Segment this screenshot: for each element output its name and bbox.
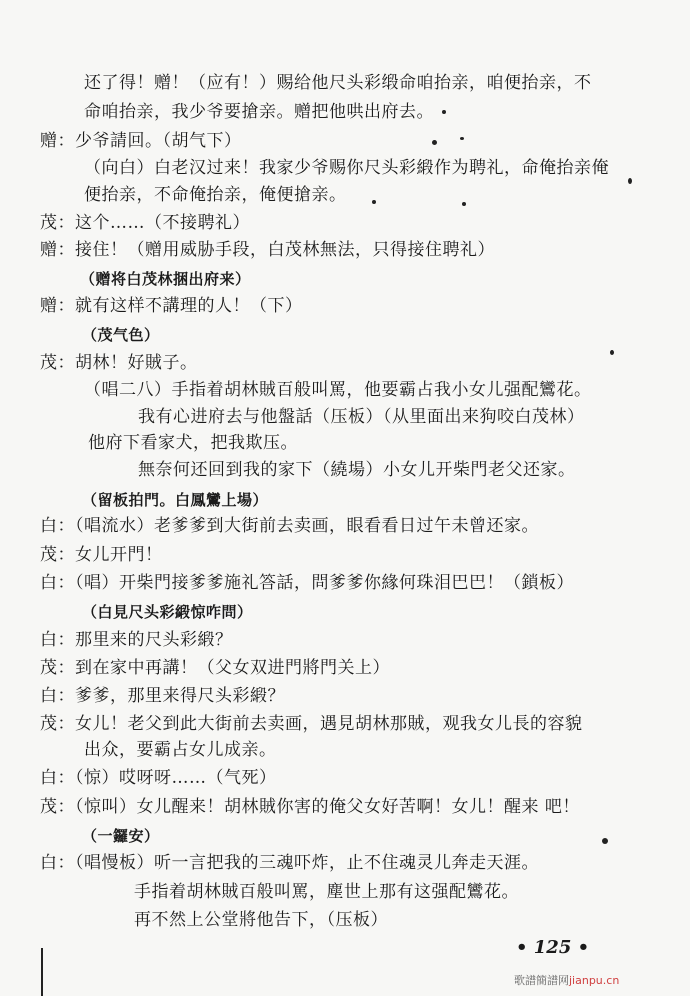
stage-direction: （茂气色） <box>82 326 160 344</box>
text-line: 他府下看家犬，把我欺压。 <box>88 433 298 453</box>
scan-speck <box>462 202 466 206</box>
scan-speck <box>460 137 464 140</box>
text-line: 白：（唱流水）老爹爹到大街前去卖画，眼看看日过午未曾还家。 <box>40 516 539 536</box>
text-line: 白：爹爹，那里来得尺头彩緞？ <box>40 686 285 706</box>
text-line: 手指着胡林賊百般叫罵，塵世上那有这强配鸞花。 <box>134 882 519 902</box>
page-number: • 125 • <box>516 937 590 958</box>
stage-direction: （留板拍門。白鳳鸞上場） <box>82 491 269 509</box>
text-line: 茂：胡林！好賊子。 <box>40 353 198 373</box>
text-line: （向白）白老汉过来！我家少爷赐你尺头彩緞作为聘礼，命俺抬亲俺 <box>84 158 609 178</box>
watermark-text: 歌譜簡譜网 <box>514 974 569 987</box>
text-line: 命咱抬亲，我少爷要搶亲。赠把他哄出府去。 <box>84 102 434 122</box>
watermark-url: jianpu.cn <box>569 974 620 987</box>
text-line: 便抬亲，不命俺抬亲，俺便搶亲。 <box>84 185 347 205</box>
text-line: 茂：女儿开門！ <box>40 545 163 565</box>
scan-speck <box>610 350 614 355</box>
text-line: 白：（唱）开柴門接爹爹施礼答話，問爹爹你緣何珠泪巴巴！（鎖板） <box>40 573 574 593</box>
text-line: 茂：到在家中再講！（父女双进門將門关上） <box>40 658 390 678</box>
text-line: 白：（惊）哎呀呀……（气死） <box>40 768 277 788</box>
scan-speck <box>602 838 608 844</box>
scan-speck <box>628 178 632 184</box>
scan-speck <box>442 110 446 114</box>
binding-edge <box>41 948 43 996</box>
stage-direction: （赠将白茂林捆出府来） <box>80 270 251 288</box>
text-line: （唱二八）手指着胡林賊百般叫罵，他要霸占我小女儿强配鸞花。 <box>84 380 592 400</box>
text-line: 茂：女儿！老父到此大街前去卖画，遇見胡林那賊，观我女儿長的容貌 <box>40 714 583 734</box>
text-line: 我有心进府去与他盤話（压板）（从里面出来狗咬白茂林） <box>138 407 585 427</box>
text-line: 白：（唱慢板）听一言把我的三魂吓炸，止不住魂灵儿奔走天涯。 <box>40 853 539 873</box>
text-line: 再不然上公堂將他告下，（压板） <box>134 910 388 930</box>
text-line: 無奈何还回到我的家下（繞場）小女儿开柴門老父还家。 <box>138 460 576 480</box>
text-line: 茂：这个……（不接聘礼） <box>40 213 250 233</box>
text-line: 还了得！赠！（应有！）赐给他尺头彩缎命咱抬亲，咱便抬亲，不 <box>84 73 592 93</box>
text-line: 赠：就有这样不講理的人！（下） <box>40 296 303 316</box>
scan-speck <box>372 200 376 204</box>
text-line: 茂：（惊叫）女儿醒来！胡林賊你害的俺父女好苦啊！女儿！醒来 吧！ <box>40 797 580 817</box>
text-line: 赠：少爷請回。（胡气下） <box>40 131 242 151</box>
watermark <box>514 972 619 988</box>
text-line: 赠：接住！（赠用威胁手段，白茂林無法，只得接住聘礼） <box>40 240 495 260</box>
scan-speck <box>432 140 437 145</box>
stage-direction: （一鑼安） <box>82 827 160 845</box>
text-line: 出众，要霸占女儿成亲。 <box>84 740 277 760</box>
stage-direction: （白見尺头彩緞惊咋問） <box>82 603 253 621</box>
text-line: 白：那里来的尺头彩緞？ <box>40 630 233 650</box>
